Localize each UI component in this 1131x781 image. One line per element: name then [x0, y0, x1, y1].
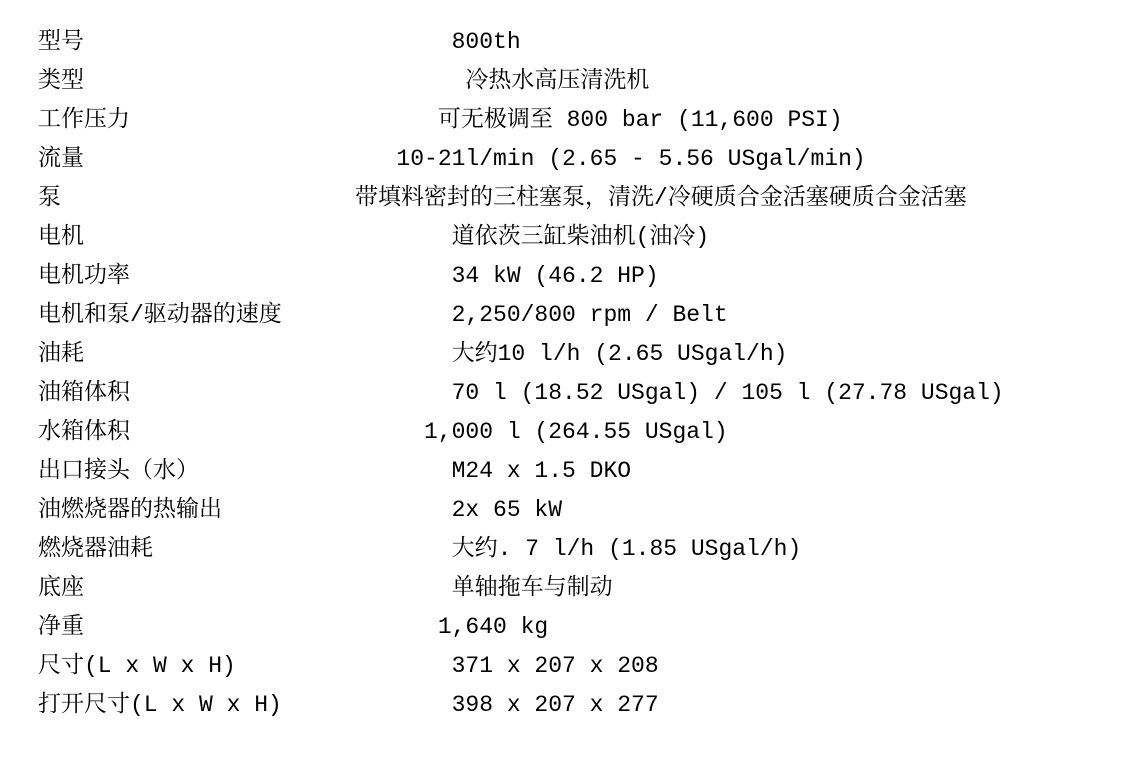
spec-label: 电机 — [38, 224, 84, 250]
spec-label: 打开尺寸(L x W x H) — [38, 692, 282, 718]
spec-row — [38, 257, 1123, 296]
spec-label: 底座 — [38, 575, 84, 601]
spec-value: 1,640 kg — [355, 614, 549, 640]
spec-row — [38, 647, 1123, 686]
spec-label: 流量 — [38, 146, 84, 172]
spec-label: 工作压力 — [38, 107, 130, 133]
spec-value: 大约10 l/h (2.65 USgal/h) — [355, 341, 788, 367]
spec-row — [38, 335, 1123, 374]
spec-row — [38, 140, 1123, 179]
spec-label: 燃烧器油耗 — [38, 536, 153, 562]
spec-row — [38, 491, 1123, 530]
spec-label: 电机和泵/驱动器的速度 — [38, 302, 282, 328]
spec-label: 类型 — [38, 68, 84, 94]
spec-rows — [38, 23, 1123, 725]
spec-label: 尺寸(L x W x H) — [38, 653, 236, 679]
spec-row — [38, 686, 1123, 725]
spec-value: 371 x 207 x 208 — [355, 653, 659, 679]
spec-label: 型号 — [38, 29, 84, 55]
spec-row — [38, 62, 1123, 101]
spec-value: 冷热水高压清洗机 — [355, 68, 650, 94]
spec-value: 1,000 l (264.55 USgal) — [355, 419, 728, 445]
spec-row — [38, 218, 1123, 257]
spec-value: 2x 65 kW — [355, 497, 563, 523]
spec-value: M24 x 1.5 DKO — [355, 458, 632, 484]
spec-row — [38, 569, 1123, 608]
spec-row — [38, 530, 1123, 569]
spec-value: 800th — [355, 29, 521, 55]
spec-value: 10-21l/min (2.65 - 5.56 USgal/min) — [355, 146, 866, 172]
spec-row — [38, 179, 1123, 218]
spec-value: 单轴拖车与制动 — [355, 575, 613, 601]
spec-value: 34 kW (46.2 HP) — [355, 263, 659, 289]
spec-label: 水箱体积 — [38, 419, 130, 445]
spec-value: 可无极调至 800 bar (11,600 PSI) — [355, 107, 843, 133]
spec-row — [38, 374, 1123, 413]
spec-value: 道依茨三缸柴油机(油冷) — [355, 224, 710, 250]
spec-row — [38, 608, 1123, 647]
spec-row — [38, 296, 1123, 335]
spec-value: 70 l (18.52 USgal) / 105 l (27.78 USgal) — [355, 380, 1004, 406]
spec-value: 带填料密封的三柱塞泵，清洗/冷硬质合金活塞硬质合金活塞 — [355, 185, 967, 211]
spec-row — [38, 413, 1123, 452]
spec-value: 2,250/800 rpm / Belt — [355, 302, 728, 328]
spec-row — [38, 101, 1123, 140]
spec-label: 出口接头（水） — [38, 458, 199, 484]
spec-label: 油燃烧器的热输出 — [38, 497, 222, 523]
spec-label: 泵 — [38, 185, 61, 211]
spec-label: 油耗 — [38, 341, 84, 367]
spec-row — [38, 452, 1123, 491]
spec-label: 电机功率 — [38, 263, 130, 289]
spec-value: 398 x 207 x 277 — [355, 692, 659, 718]
spec-label: 油箱体积 — [38, 380, 130, 406]
spec-value: 大约. 7 l/h (1.85 USgal/h) — [355, 536, 802, 562]
spec-label: 净重 — [38, 614, 84, 640]
spec-row — [38, 23, 1123, 62]
